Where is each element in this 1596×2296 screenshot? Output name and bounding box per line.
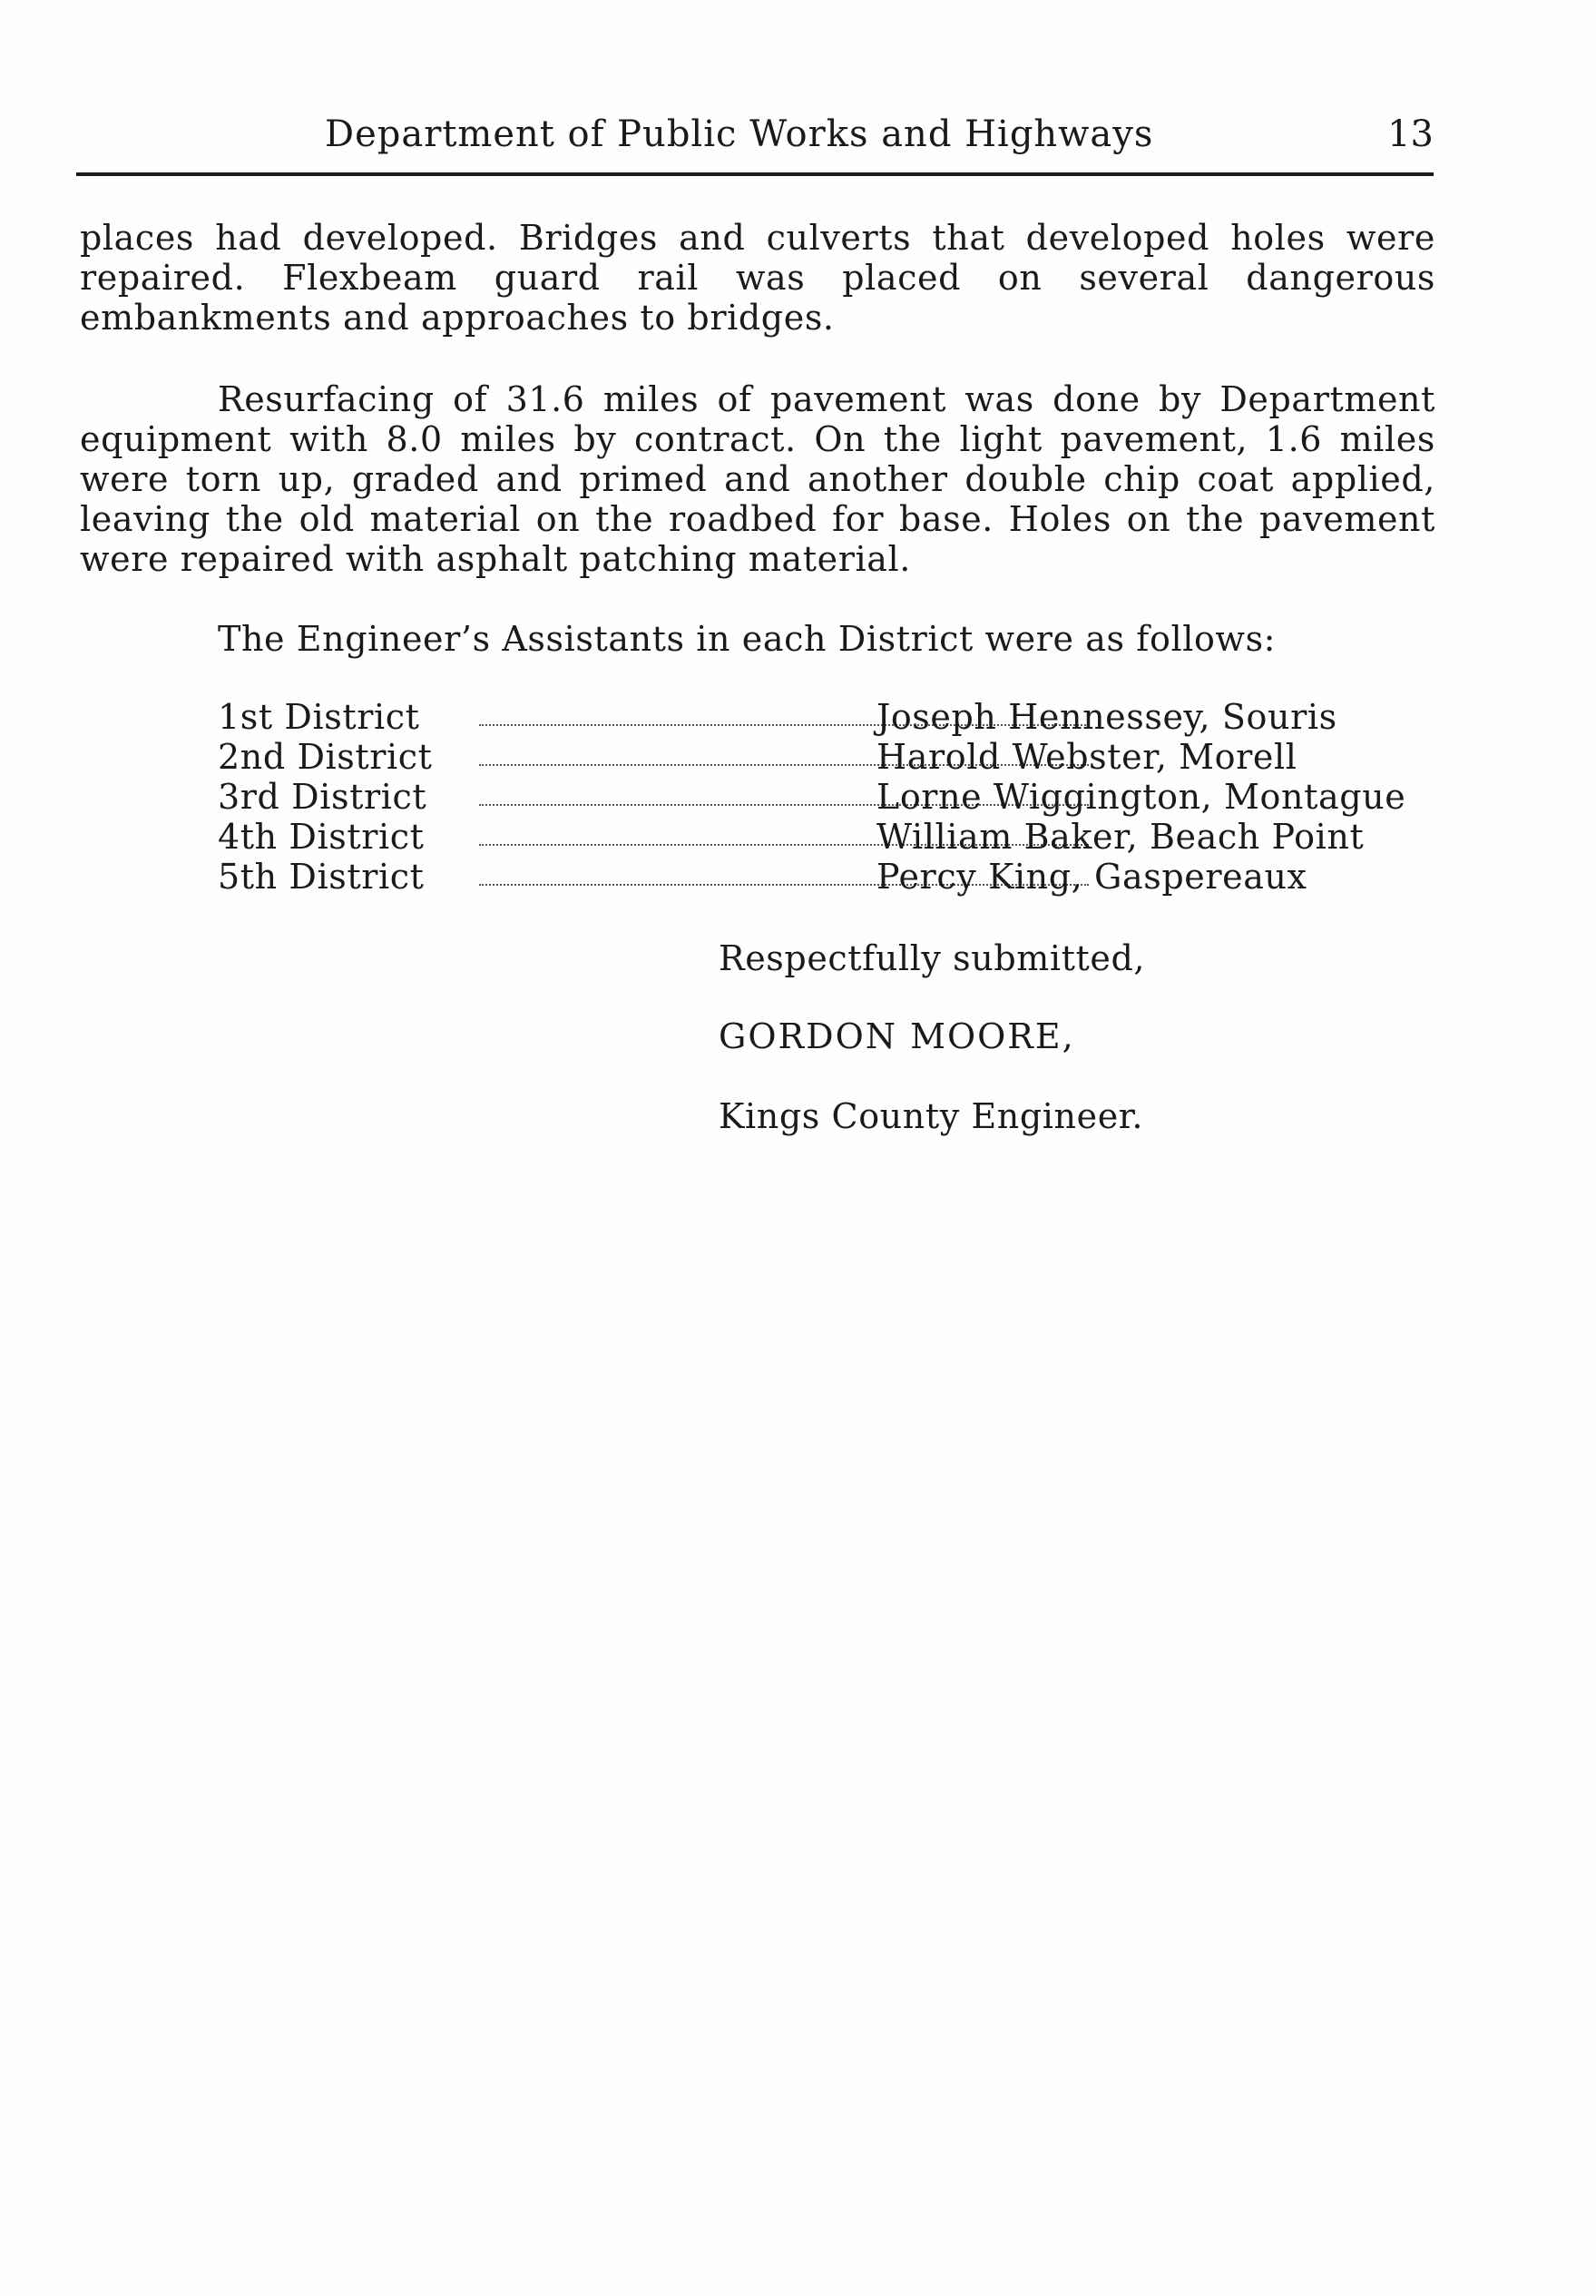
district-row	[218, 777, 1452, 817]
signer-title: Kings County Engineer.	[719, 1096, 1144, 1136]
paragraph-3: The Engineer’s Assistants in each District were as follows:	[218, 619, 1277, 659]
assistant-name: Harold Webster, Morell	[876, 737, 1297, 777]
district-label: 5th District	[218, 857, 425, 897]
district-row	[218, 857, 1452, 897]
page-number: 13	[1387, 113, 1434, 155]
running-header	[80, 107, 1434, 162]
district-row	[218, 697, 1452, 737]
district-row	[218, 817, 1452, 857]
district-label: 1st District	[218, 697, 420, 737]
district-row	[218, 737, 1452, 777]
header-rule	[76, 172, 1434, 176]
paragraph-1: places had developed. Bridges and culverts that developed holes were repaired. Flexbeam guard rail was placed on several dangerous embankments and approaches to bridges.	[80, 218, 1435, 338]
assistant-name: Lorne Wiggington, Montague	[876, 777, 1406, 817]
assistant-name: Joseph Hennessey, Souris	[876, 697, 1337, 737]
paragraph-2: Resurfacing of 31.6 miles of pavement was done by Department equipment with 8.0 miles by contract. On the light pavement, 1.6 miles were torn up, graded and primed and another double chip coat applied, leaving the old material on the roadbed for base. Holes on the pavement were repaired with asphalt patching material.	[80, 379, 1435, 579]
signer-name: GORDON MOORE,	[719, 1016, 1075, 1056]
district-label: 2nd District	[218, 737, 433, 777]
assistant-name: William Baker, Beach Point	[876, 817, 1365, 857]
district-assistant-list	[218, 697, 1452, 897]
closing-line: Respectfully submitted,	[719, 938, 1146, 978]
header-title: Department of Public Works and Highways	[325, 113, 1154, 155]
district-label: 3rd District	[218, 777, 427, 817]
assistant-name: Percy King, Gaspereaux	[876, 857, 1307, 897]
district-label: 4th District	[218, 817, 425, 857]
